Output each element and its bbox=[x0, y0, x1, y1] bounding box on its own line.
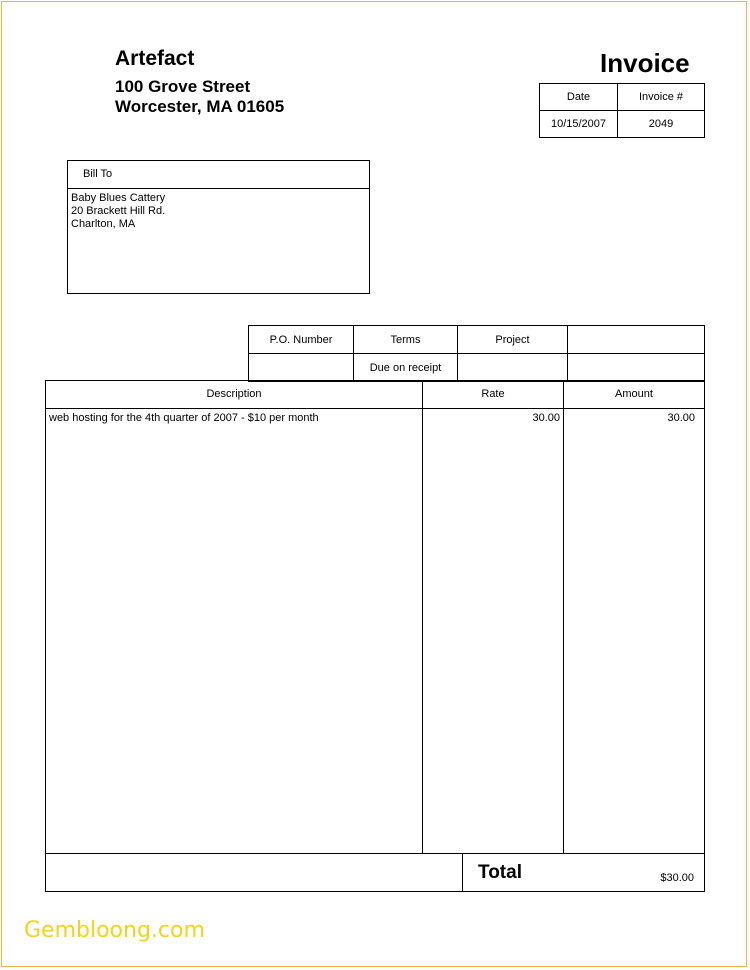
item-amount: 30.00 bbox=[667, 412, 695, 424]
order-info-table bbox=[248, 325, 705, 382]
company-city: Worcester, MA 01605 bbox=[115, 97, 285, 116]
header-divider bbox=[46, 408, 704, 409]
po-number-value bbox=[249, 354, 354, 382]
item-description: web hosting for the 4th quarter of 2007 - $10 per month bbox=[49, 412, 319, 424]
amount-header: Amount bbox=[615, 388, 653, 400]
bill-to-address bbox=[68, 189, 369, 234]
item-rate: 30.00 bbox=[532, 412, 560, 424]
total-label: Total bbox=[478, 862, 522, 883]
bill-to-line: Baby Blues Cattery bbox=[71, 192, 166, 204]
total-divider bbox=[46, 853, 704, 854]
total-amount: $30.00 bbox=[660, 872, 694, 884]
bill-to-line: Charlton, MA bbox=[71, 218, 136, 230]
column-divider bbox=[563, 381, 564, 853]
rate-header: Rate bbox=[481, 388, 505, 400]
project-header: Project bbox=[458, 326, 568, 354]
description-header: Description bbox=[206, 388, 262, 400]
invoice-date: 10/15/2007 bbox=[540, 111, 618, 138]
bill-to-line: 20 Brackett Hill Rd. bbox=[71, 205, 166, 217]
invoice-title: Invoice bbox=[600, 48, 690, 78]
line-items-table bbox=[45, 380, 705, 892]
company-street: 100 Grove Street bbox=[115, 77, 251, 96]
terms-header: Terms bbox=[354, 326, 458, 354]
watermark-text: Gembloong.com bbox=[24, 918, 205, 943]
date-header: Date bbox=[540, 84, 618, 111]
invoice-meta-table bbox=[539, 83, 705, 138]
terms-value: Due on receipt bbox=[354, 354, 458, 382]
total-divider-vertical bbox=[462, 853, 463, 891]
blank-header bbox=[568, 326, 705, 354]
blank-value bbox=[568, 354, 705, 382]
project-value bbox=[458, 354, 568, 382]
invoice-number: 2049 bbox=[618, 111, 705, 138]
po-number-header: P.O. Number bbox=[249, 326, 354, 354]
invoice-number-header: Invoice # bbox=[618, 84, 705, 111]
column-divider bbox=[422, 381, 423, 853]
bill-to-label: Bill To bbox=[68, 161, 369, 189]
bill-to-box bbox=[67, 160, 370, 294]
company-name: Artefact bbox=[115, 47, 195, 70]
